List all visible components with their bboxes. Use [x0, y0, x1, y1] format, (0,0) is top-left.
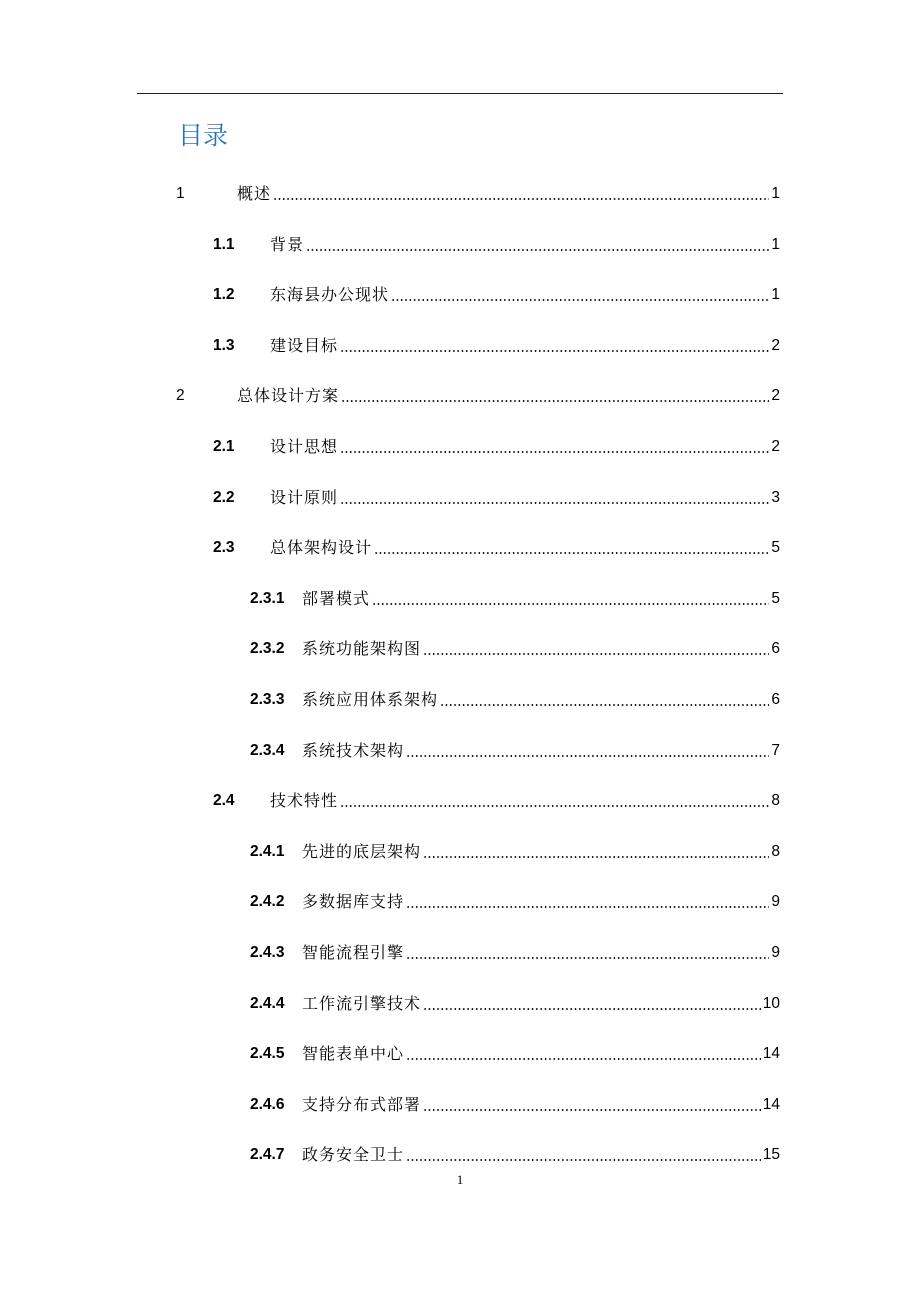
toc-entry-number: 1: [176, 185, 185, 202]
toc-dot-leader: [423, 840, 769, 864]
toc-dot-leader: [440, 688, 769, 712]
toc-entry-title: 概述: [237, 184, 272, 203]
toc-entry-page: 3: [771, 488, 780, 506]
toc-entry[interactable]: [250, 840, 780, 864]
toc-entry-title: 系统应用体系架构: [302, 690, 439, 709]
toc-entry[interactable]: [213, 536, 780, 560]
toc-entry-number: 2.4.2: [250, 893, 285, 911]
toc-entry[interactable]: [213, 334, 780, 358]
header-rule: [137, 93, 783, 94]
toc-dot-leader: [423, 1093, 761, 1117]
toc-entry[interactable]: [250, 739, 780, 763]
toc-entry-title: 工作流引擎技术: [302, 993, 422, 1013]
toc-entry-title: 智能表单中心: [302, 1044, 405, 1064]
toc-dot-leader: [406, 1143, 761, 1167]
toc-entry-page: 9: [771, 893, 780, 911]
toc-title: 目录: [178, 121, 229, 150]
toc-entry[interactable]: [176, 182, 780, 206]
toc-entry-title: 部署模式: [302, 588, 371, 608]
toc-entry-number: 2.4.1: [250, 842, 285, 860]
toc-entry-page: 5: [771, 539, 780, 557]
toc-entry-page: 2: [771, 336, 780, 354]
toc-entry[interactable]: [213, 233, 780, 257]
toc-entry[interactable]: [213, 283, 780, 307]
toc-entry-page: 10: [762, 994, 780, 1012]
toc-entry-number: 2.4.6: [250, 1095, 285, 1113]
toc-entry-title: 政务安全卫士: [302, 1145, 405, 1165]
toc-dot-leader: [406, 1042, 761, 1066]
toc-dot-leader: [340, 435, 769, 459]
toc-dot-leader: [423, 992, 761, 1016]
toc-entry-title: 技术特性: [270, 791, 339, 811]
toc-entry-number: 2.4.4: [250, 994, 285, 1012]
toc-entry-title: 系统功能架构图: [302, 639, 422, 659]
toc-dot-leader: [406, 941, 769, 965]
toc-entry-number: 2.3.3: [250, 691, 285, 708]
toc-entry[interactable]: [250, 1093, 780, 1117]
toc-entry-page: 14: [762, 1045, 780, 1063]
toc-entry-title: 先进的底层架构: [302, 841, 422, 861]
toc-entry-page: 6: [771, 640, 780, 658]
toc-entry-title: 设计思想: [270, 437, 339, 456]
toc-entry-number: 2.3.1: [250, 589, 285, 607]
toc-dot-leader: [340, 486, 769, 510]
toc-entry-title: 总体架构设计: [270, 538, 373, 558]
toc-entry-number: 2.4.3: [250, 944, 285, 961]
toc-entry[interactable]: [250, 941, 780, 965]
toc-entry-number: 2.3.4: [250, 741, 285, 759]
toc-entry[interactable]: [250, 890, 780, 914]
toc-dot-leader: [406, 739, 769, 763]
toc-entry-page: 2: [771, 438, 780, 455]
toc-entry[interactable]: [213, 486, 780, 510]
toc-entry-title: 智能流程引擎: [302, 943, 405, 962]
toc-dot-leader: [391, 283, 769, 307]
toc-entry-title: 系统技术架构: [302, 740, 405, 760]
toc-entry-number: 2.1: [213, 438, 235, 455]
toc-entry-page: 7: [771, 741, 780, 759]
toc-dot-leader: [423, 637, 769, 661]
toc-dot-leader: [406, 890, 769, 914]
toc-entry-page: 14: [762, 1095, 780, 1113]
toc-entry-page: 15: [762, 1146, 780, 1164]
toc-dot-leader: [341, 384, 769, 408]
toc-entry-page: 8: [771, 792, 780, 810]
toc-entry-number: 1.2: [213, 286, 235, 304]
toc-dot-leader: [374, 536, 769, 560]
toc-entry[interactable]: [213, 435, 780, 459]
page-number: 1: [456, 1172, 464, 1187]
toc-entry-number: 1.1: [213, 235, 235, 253]
toc-entry-title: 多数据库支持: [302, 892, 405, 912]
toc-entry-number: 2.4.7: [250, 1146, 285, 1164]
toc-entry-page: 2: [771, 387, 780, 405]
toc-entry-title: 建设目标: [270, 335, 339, 355]
toc-entry[interactable]: [250, 688, 780, 712]
toc-entry-number: 2.2: [213, 488, 235, 506]
toc-entry[interactable]: [250, 1143, 780, 1167]
toc-entry[interactable]: [250, 1042, 780, 1066]
toc-entry-number: 2.4.5: [250, 1045, 285, 1063]
toc-entry-number: 1.3: [213, 336, 235, 354]
toc-entry-page: 8: [771, 842, 780, 860]
toc-entry[interactable]: [176, 384, 780, 408]
toc-entry-number: 2.4: [213, 792, 235, 810]
toc-dot-leader: [340, 334, 769, 358]
toc-entry-page: 6: [771, 691, 780, 708]
toc-entry-page: 1: [771, 185, 780, 202]
toc-entry[interactable]: [250, 637, 780, 661]
toc-entry-title: 支持分布式部署: [302, 1094, 422, 1114]
toc-dot-leader: [372, 587, 769, 611]
toc-entry[interactable]: [213, 789, 780, 813]
toc-entry-number: 2.3: [213, 539, 235, 557]
toc-entry-title: 总体设计方案: [237, 386, 340, 406]
toc-entry-number: 2.3.2: [250, 640, 285, 658]
toc-entry-title: 东海县办公现状: [270, 285, 390, 305]
toc-entry-title: 背景: [270, 234, 305, 254]
toc-entry[interactable]: [250, 992, 780, 1016]
toc-entry-page: 5: [771, 589, 780, 607]
toc-entry[interactable]: [250, 587, 780, 611]
toc-entry-number: 2: [176, 387, 185, 405]
toc-entry-title: 设计原则: [270, 487, 339, 507]
toc-dot-leader: [340, 789, 769, 813]
toc-entry-page: 9: [771, 944, 780, 961]
toc-dot-leader: [306, 233, 769, 257]
toc-dot-leader: [273, 182, 769, 206]
toc-entry-page: 1: [771, 235, 780, 253]
toc-entry-page: 1: [771, 286, 780, 304]
